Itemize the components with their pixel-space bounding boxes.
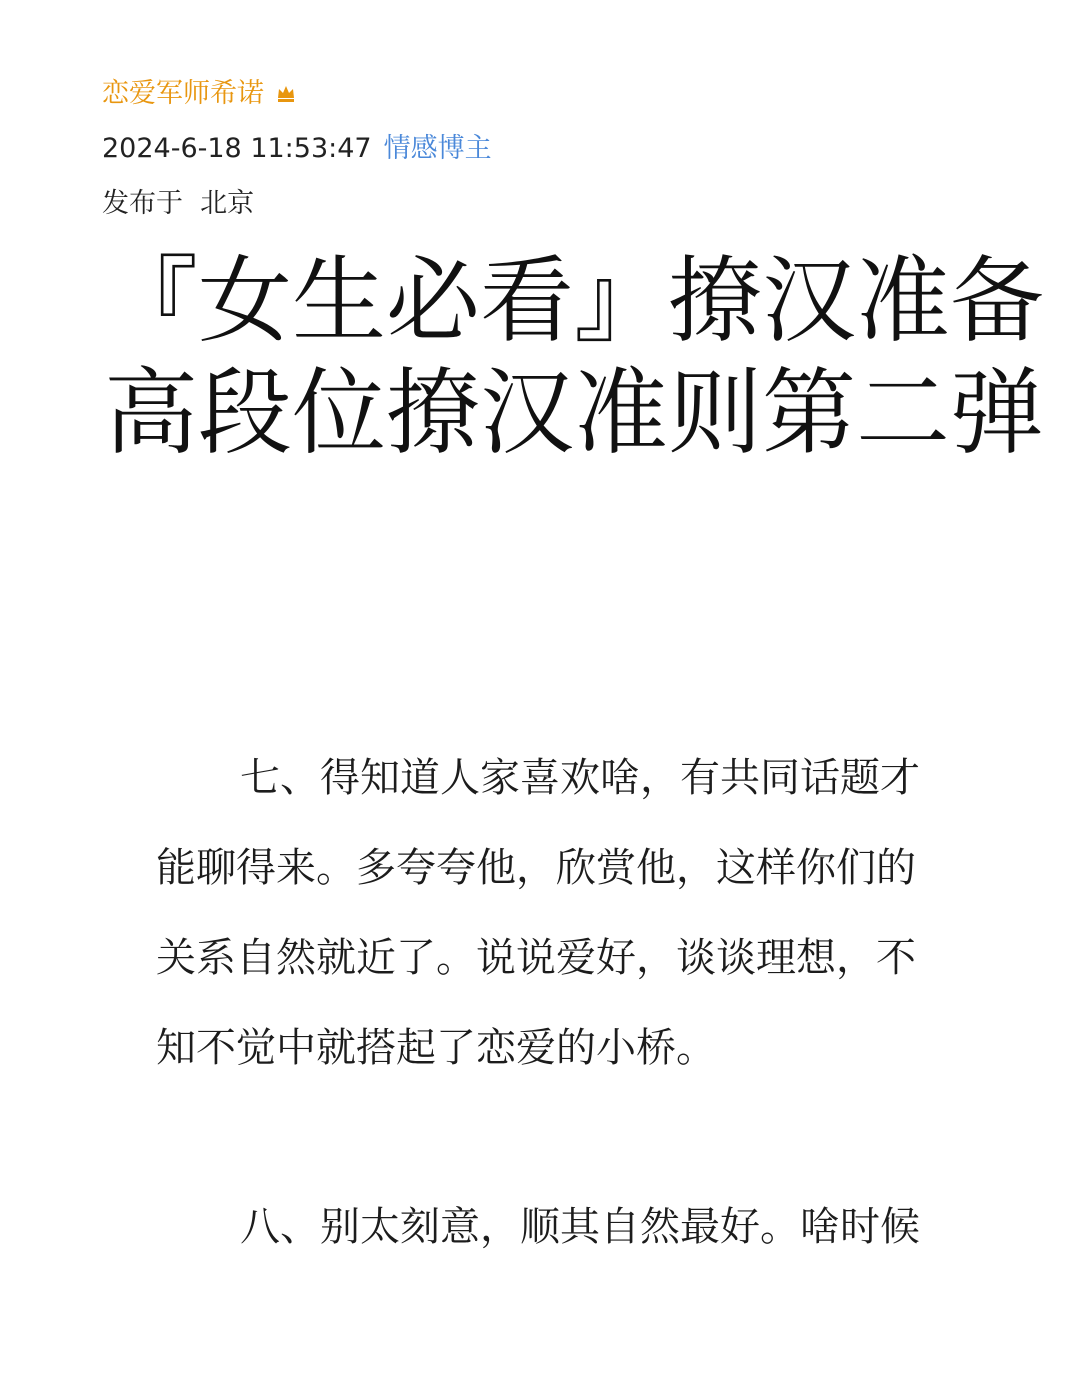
post-timestamp: 2024-6-18 11:53:47 — [102, 133, 372, 164]
paragraph-line: 八、别太刻意，顺其自然最好。啥时候 — [240, 1204, 920, 1250]
post-location: 发布于 北京 — [102, 188, 255, 219]
post-headline — [104, 246, 1045, 470]
author-row — [102, 76, 296, 112]
author-tag[interactable]: 情感博主 — [383, 133, 492, 164]
paragraph-line: 关系自然就近了。说说爱好，谈谈理想，不 — [156, 935, 916, 981]
post-meta-row — [102, 131, 492, 167]
author-name[interactable]: 恋爱军师希诺 — [102, 78, 264, 109]
headline-line-2: 高段位撩汉准则第二弹 — [104, 359, 1045, 468]
paragraph-8 — [156, 1182, 964, 1272]
headline-line-1: 『女生必看』撩汉准备 — [104, 247, 1045, 356]
paragraph-7 — [156, 733, 964, 1093]
paragraph-line: 七、得知道人家喜欢啥，有共同话题才 — [240, 755, 920, 801]
crown-icon — [276, 77, 296, 97]
paragraph-line: 能聊得来。多夸夸他，欣赏他，这样你们的 — [156, 845, 916, 891]
paragraph-line: 知不觉中就搭起了恋爱的小桥。 — [156, 1025, 716, 1071]
